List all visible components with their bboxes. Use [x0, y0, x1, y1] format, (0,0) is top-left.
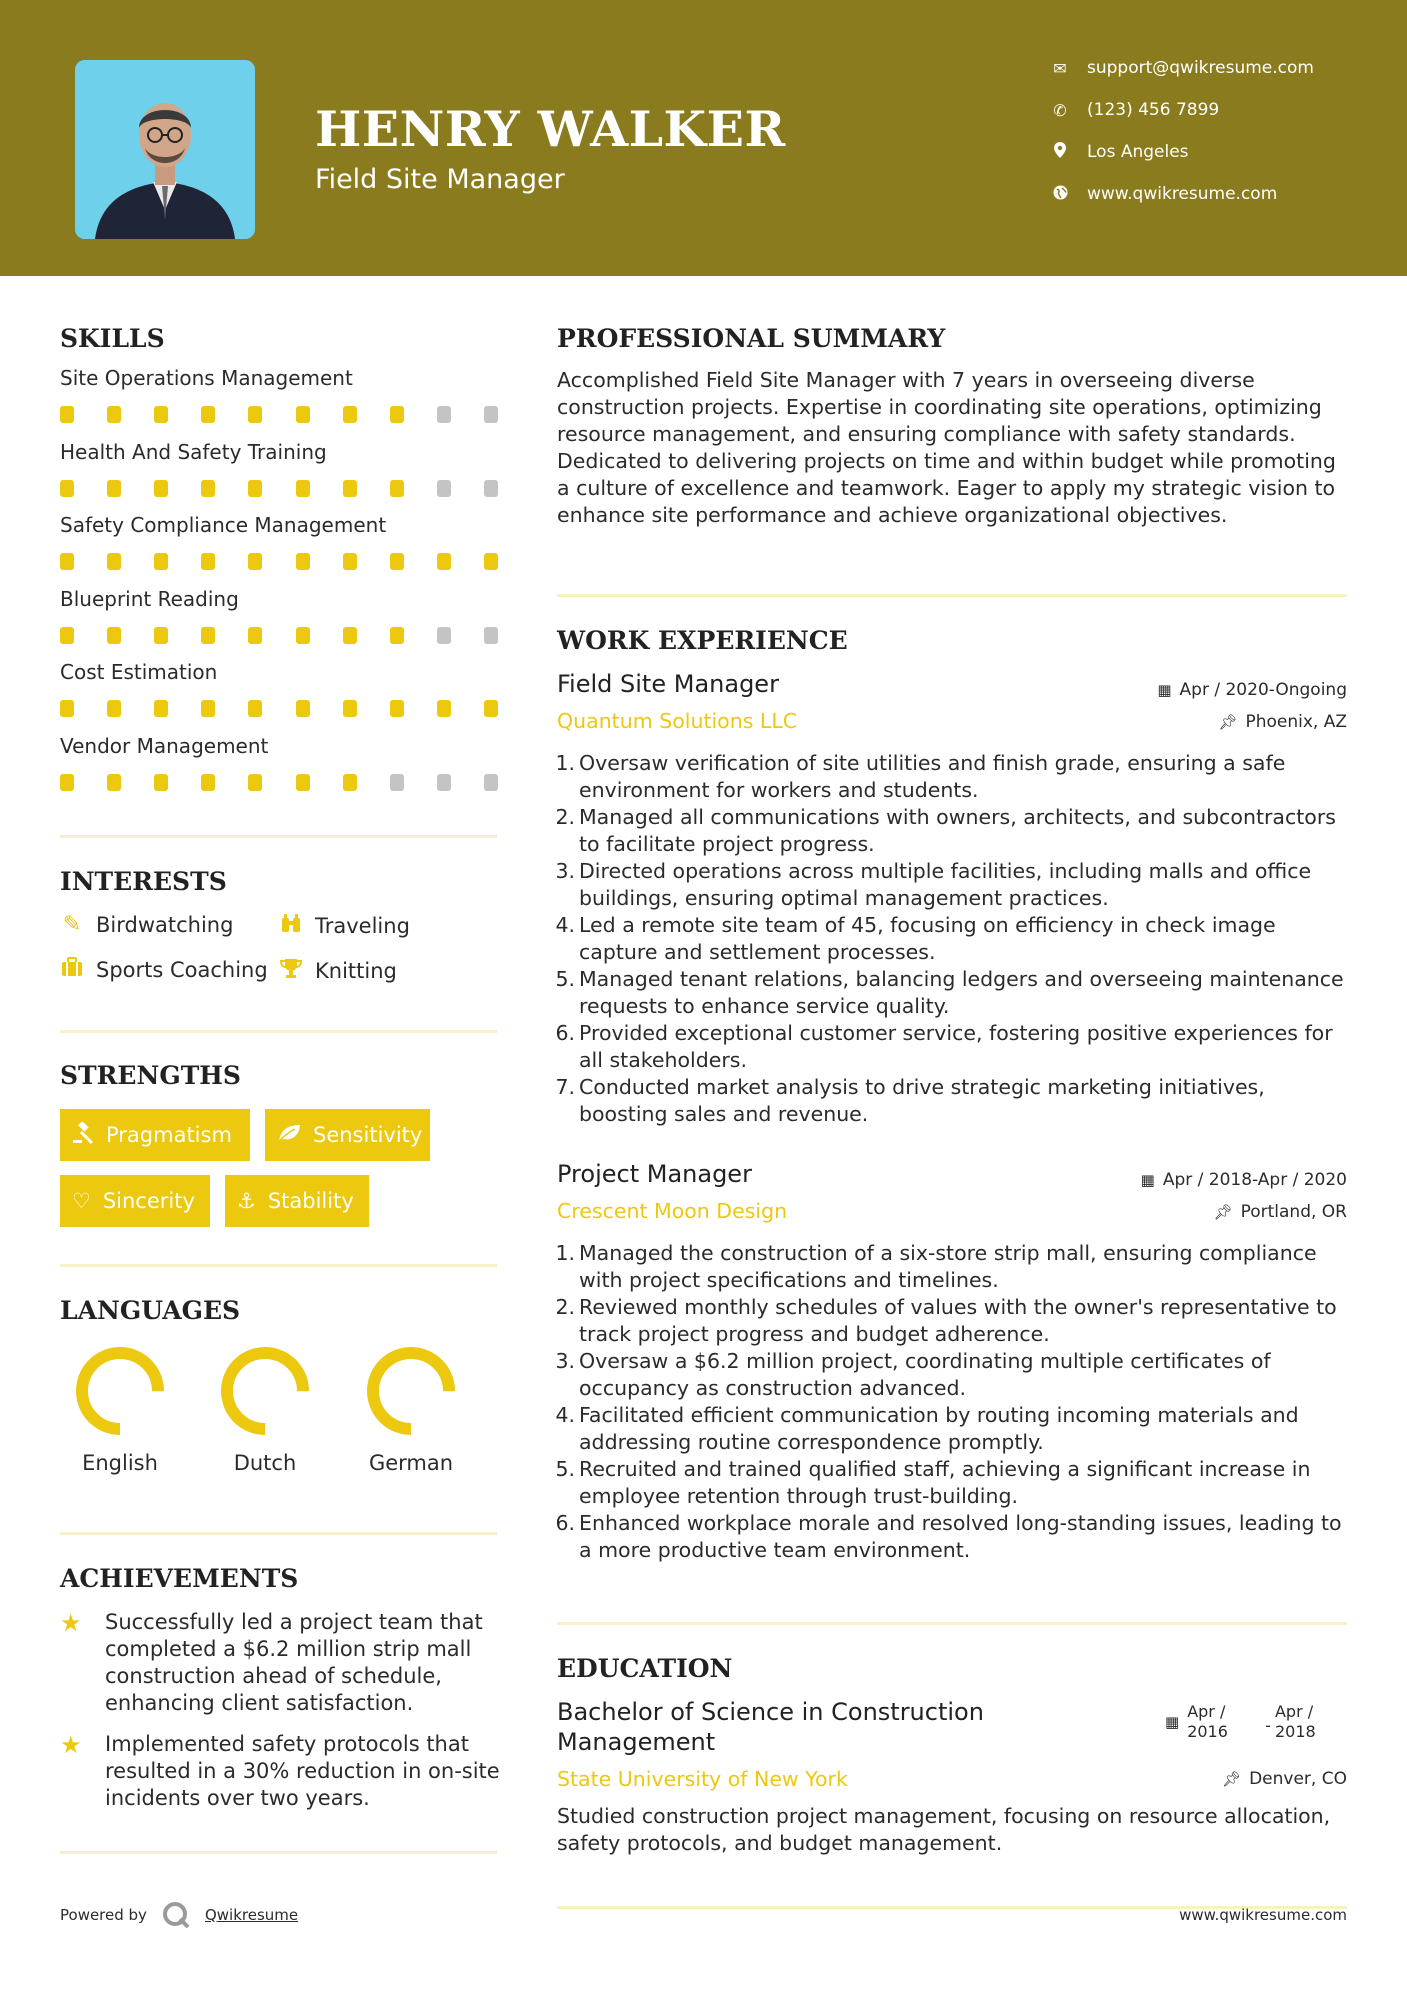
contact-phone-text: (123) 456 7899: [1087, 100, 1220, 120]
job-dates-text: Apr / 2018-Apr / 2020: [1162, 1170, 1347, 1190]
job-bullet: [551, 858, 1351, 912]
pencil-square-icon: ✎: [62, 912, 82, 937]
contact-phone[interactable]: [1050, 100, 1219, 120]
rating-dot-filled: [296, 553, 310, 570]
strength-chip: [265, 1109, 430, 1161]
job-bullet: [551, 1074, 1351, 1128]
pushpin-icon: 📌︎: [1218, 713, 1238, 731]
strength-chip: [225, 1175, 369, 1227]
interest-label: Knitting: [315, 959, 397, 983]
strength-chip: [60, 1109, 250, 1161]
leaf-icon: [277, 1123, 301, 1148]
resume-header: [0, 0, 1407, 276]
contact-location: [1050, 142, 1189, 162]
language-gauge: [365, 1345, 457, 1437]
bullet-text: Oversaw a $6.2 million project, coordinating multiple certificates of occupancy as construction advanced.: [579, 1349, 1271, 1400]
strength-label: Sensitivity: [313, 1123, 423, 1147]
anchor-icon: ⚓: [237, 1189, 256, 1213]
job-title: Project Manager: [557, 1160, 752, 1188]
job-bullet: [551, 1294, 1351, 1348]
contact-email-text: support@qwikresume.com: [1087, 58, 1314, 78]
job-dates: [1157, 680, 1347, 700]
candidate-name: HENRY WALKER: [315, 100, 786, 158]
bullet-text: Recruited and trained qualified staff, achieving a significant increase in employee retention through trust-building.: [579, 1457, 1311, 1508]
divider: [557, 1622, 1347, 1625]
rating-dot-filled: [390, 553, 404, 570]
job-bullets: [551, 750, 1351, 1128]
education-heading: EDUCATION: [557, 1654, 733, 1683]
rating-dot-filled: [60, 480, 74, 497]
bullet-text: Enhanced workplace morale and resolved long-standing issues, leading to a more productive team environment.: [579, 1511, 1342, 1562]
powered-by-label: Powered by: [60, 1906, 147, 1924]
rating-dot-filled: [107, 406, 121, 423]
rating-dot-filled: [484, 700, 498, 717]
bullet-number: 4.: [555, 913, 575, 937]
rating-dot-empty: [390, 774, 404, 791]
bullet-number: 2.: [555, 805, 575, 829]
job-title: Field Site Manager: [557, 670, 779, 698]
rating-dot-empty: [484, 774, 498, 791]
briefcase-icon: [60, 957, 84, 983]
rating-dot-empty: [437, 406, 451, 423]
divider: [60, 1851, 497, 1854]
rating-dot-filled: [201, 480, 215, 497]
job-bullet: [551, 750, 1351, 804]
divider: [60, 1030, 497, 1033]
skill-item: [60, 513, 500, 570]
summary-heading: PROFESSIONAL SUMMARY: [557, 324, 946, 353]
skill-rating: [60, 700, 498, 717]
star-icon: ★: [60, 1731, 82, 1759]
achievement-text: Successfully led a project team that completed a $6.2 million strip mall construction ahead of schedule, enhancing client satisfaction.: [105, 1610, 483, 1715]
education-location: [1222, 1769, 1347, 1789]
rating-dot-filled: [248, 553, 262, 570]
job-bullet: [551, 1020, 1351, 1074]
bullet-number: 4.: [555, 1403, 575, 1427]
bullet-number: 5.: [555, 967, 575, 991]
language-gauge: [219, 1345, 311, 1437]
strengths-heading: STRENGTHS: [60, 1061, 241, 1090]
divider: [60, 835, 497, 838]
bullet-number: 3.: [555, 859, 575, 883]
rating-dot-empty: [437, 774, 451, 791]
education-end: Apr / 2018: [1274, 1702, 1316, 1741]
skill-rating: [60, 627, 498, 644]
pushpin-icon: 📌︎: [1213, 1203, 1233, 1221]
bullet-text: Oversaw verification of site utilities and finish grade, ensuring a safe environment for workers and students.: [579, 751, 1286, 802]
rating-dot-empty: [484, 480, 498, 497]
rating-dot-filled: [248, 627, 262, 644]
strength-chip: [60, 1175, 210, 1227]
skill-rating: [60, 553, 498, 570]
bullet-text: Managed the construction of a six-store strip mall, ensuring compliance with project specifications and timelines.: [579, 1241, 1317, 1292]
bullet-text: Managed all communications with owners, architects, and subcontractors to facilitate project progress.: [579, 805, 1336, 856]
contact-website-text: www.qwikresume.com: [1087, 184, 1278, 204]
rating-dot-filled: [343, 627, 357, 644]
rating-dot-filled: [154, 627, 168, 644]
language-gauge-arc: [82, 1353, 158, 1429]
interests-heading: INTERESTS: [60, 867, 227, 896]
rating-dot-filled: [107, 700, 121, 717]
bullet-number: 6.: [555, 1021, 575, 1045]
rating-dot-empty: [437, 480, 451, 497]
qwikresume-logo-icon: [161, 1900, 191, 1930]
achievements-heading: ACHIEVEMENTS: [60, 1564, 299, 1593]
calendar-icon: ▦: [1140, 1171, 1155, 1189]
education-description: Studied construction project management, focusing on resource allocation, safety protocols, and budget management.: [557, 1804, 1331, 1855]
rating-dot-filled: [60, 553, 74, 570]
strength-label: Sincerity: [102, 1189, 195, 1213]
rating-dot-filled: [343, 406, 357, 423]
company-name: Quantum Solutions LLC: [557, 709, 798, 733]
heart-icon: ♡: [72, 1189, 91, 1213]
interest-label: Sports Coaching: [96, 958, 268, 982]
summary-text: Accomplished Field Site Manager with 7 years in overseeing diverse construction projects. Expertise in coordinating site operations, optimizing resource management, and ensuring compliance with safety standards. Dedicated to delivering projects on time and within budget while promoting a culture of excellence and teamwork. Eager to apply my strategic vision to enhance site performance and achieve organizational objectives.: [557, 368, 1336, 527]
job-location: [1214, 1202, 1347, 1222]
bullet-text: Facilitated efficient communication by routing incoming materials and addressing routine correspondence promptly.: [579, 1403, 1299, 1454]
job-dates-text: Apr / 2020-Ongoing: [1179, 680, 1347, 700]
job-bullet: [551, 1510, 1351, 1564]
job-location: [1218, 712, 1347, 732]
rating-dot-filled: [248, 406, 262, 423]
job-bullet: [551, 1456, 1351, 1510]
rating-dot-filled: [154, 406, 168, 423]
rating-dot-filled: [248, 700, 262, 717]
job-bullets: [551, 1240, 1351, 1564]
skill-rating: [60, 774, 498, 791]
rating-dot-empty: [484, 627, 498, 644]
achievement-text: Implemented safety protocols that resulted in a 30% reduction in on-site incidents over two years.: [105, 1732, 500, 1810]
rating-dot-filled: [60, 406, 74, 423]
education-start: Apr / 2016: [1187, 1702, 1228, 1741]
rating-dot-filled: [201, 774, 215, 791]
education-separator: -: [1265, 1716, 1271, 1735]
rating-dot-filled: [154, 774, 168, 791]
footer-website[interactable]: www.qwikresume.com: [1179, 1906, 1347, 1924]
divider: [557, 594, 1347, 597]
skill-rating: [60, 406, 498, 423]
rating-dot-filled: [343, 480, 357, 497]
language-gauge-arc: [227, 1353, 303, 1429]
powered-by: [60, 1900, 298, 1930]
rating-dot-filled: [107, 480, 121, 497]
contact-website[interactable]: [1050, 184, 1277, 204]
bullet-text: Reviewed monthly schedules of values with the owner's representative to track project progress and budget adherence.: [579, 1295, 1337, 1346]
divider: [60, 1532, 497, 1535]
contact-email[interactable]: [1050, 58, 1314, 78]
calendar-icon: ▦: [1165, 1713, 1180, 1731]
job-bullet: [551, 1240, 1351, 1294]
school-name: State University of New York: [557, 1767, 848, 1791]
bullet-text: Managed tenant relations, balancing ledgers and overseeing maintenance requests to enhance service quality.: [579, 967, 1344, 1018]
bullet-number: 7.: [555, 1075, 575, 1099]
divider: [60, 1264, 497, 1267]
rating-dot-filled: [296, 627, 310, 644]
rating-dot-empty: [484, 406, 498, 423]
skill-item: [60, 587, 500, 644]
skill-item: [60, 734, 500, 791]
location-pin-icon: [1050, 142, 1070, 162]
job-bullet: [551, 1402, 1351, 1456]
rating-dot-filled: [390, 700, 404, 717]
rating-dot-filled: [343, 553, 357, 570]
bullet-number: 1.: [555, 1241, 575, 1265]
skills-heading: SKILLS: [60, 324, 165, 353]
skill-rating: [60, 480, 498, 497]
rating-dot-filled: [154, 480, 168, 497]
skill-name: Safety Compliance Management: [60, 513, 387, 537]
interest-label: Birdwatching: [96, 912, 234, 937]
profile-photo: [75, 60, 255, 239]
education-location-text: Denver, CO: [1249, 1769, 1347, 1789]
trophy-icon: [279, 957, 303, 985]
binoculars-icon: [279, 912, 303, 940]
qwikresume-link[interactable]: Qwikresume: [204, 1906, 299, 1924]
calendar-icon: ▦: [1157, 681, 1172, 699]
bullet-text: Led a remote site team of 45, focusing on efficiency in check image capture and settlement processes.: [579, 913, 1276, 964]
gavel-icon: [72, 1122, 94, 1149]
bullet-text: Directed operations across multiple facilities, including malls and office buildings, ensuring optimal management practices.: [579, 859, 1312, 910]
rating-dot-filled: [248, 774, 262, 791]
job-bullet: [551, 804, 1351, 858]
job-dates: [1141, 1170, 1347, 1190]
degree-title: Bachelor of Science in Construction Management: [557, 1698, 984, 1756]
language-gauge-arc: [373, 1353, 449, 1429]
bullet-number: 6.: [555, 1511, 575, 1535]
bullet-text: Conducted market analysis to drive strategic marketing initiatives, boosting sales and revenue.: [579, 1075, 1265, 1126]
rating-dot-filled: [154, 700, 168, 717]
rating-dot-filled: [296, 480, 310, 497]
rating-dot-filled: [437, 553, 451, 570]
skill-name: Vendor Management: [60, 733, 269, 758]
strength-label: Stability: [267, 1189, 354, 1213]
interest-item: [279, 912, 410, 940]
achievement-item: [60, 1731, 505, 1812]
language-item: [210, 1345, 320, 1475]
rating-dot-filled: [390, 480, 404, 497]
skill-item: [60, 366, 500, 423]
rating-dot-filled: [107, 774, 121, 791]
skill-name: Blueprint Reading: [60, 586, 239, 611]
bullet-number: 2.: [555, 1295, 575, 1319]
skill-item: [60, 660, 500, 717]
envelope-icon: ✉: [1053, 58, 1067, 78]
strength-label: Pragmatism: [106, 1123, 232, 1147]
rating-dot-filled: [296, 700, 310, 717]
language-item: [65, 1345, 175, 1475]
rating-dot-filled: [107, 627, 121, 644]
rating-dot-filled: [60, 627, 74, 644]
language-label: Dutch: [233, 1451, 297, 1475]
job-bullet: [551, 966, 1351, 1020]
languages-heading: LANGUAGES: [60, 1296, 241, 1325]
skill-item: [60, 440, 500, 497]
rating-dot-filled: [201, 700, 215, 717]
job-location-text: Phoenix, AZ: [1245, 712, 1347, 732]
rating-dot-filled: [107, 553, 121, 570]
interest-label: Traveling: [315, 914, 410, 938]
contact-location-text: Los Angeles: [1087, 142, 1189, 162]
rating-dot-filled: [201, 553, 215, 570]
language-label: English: [82, 1451, 158, 1475]
rating-dot-filled: [296, 774, 310, 791]
star-icon: ★: [60, 1609, 82, 1637]
interest-item: [279, 957, 397, 985]
rating-dot-filled: [248, 480, 262, 497]
language-label: German: [368, 1451, 454, 1475]
rating-dot-filled: [60, 700, 74, 717]
phone-icon: ✆: [1053, 100, 1067, 120]
job-location-text: Portland, OR: [1240, 1202, 1347, 1222]
skill-name: Site Operations Management: [60, 366, 353, 390]
skill-name: Cost Estimation: [60, 660, 218, 684]
rating-dot-filled: [343, 774, 357, 791]
rating-dot-filled: [437, 700, 451, 717]
pushpin-icon: 📌︎: [1222, 1770, 1242, 1788]
rating-dot-filled: [201, 406, 215, 423]
rating-dot-filled: [296, 406, 310, 423]
rating-dot-empty: [437, 627, 451, 644]
bullet-text: Provided exceptional customer service, fostering positive experiences for all stakeholders.: [579, 1021, 1333, 1072]
experience-heading: WORK EXPERIENCE: [557, 626, 848, 655]
skill-name: Health And Safety Training: [60, 439, 327, 464]
bullet-number: 3.: [555, 1349, 575, 1373]
job-bullet: [551, 1348, 1351, 1402]
rating-dot-filled: [343, 700, 357, 717]
education-dates: [1165, 1702, 1325, 1742]
language-item: [356, 1345, 466, 1475]
bullet-number: 1.: [555, 751, 575, 775]
language-gauge: [74, 1345, 166, 1437]
bullet-number: 5.: [555, 1457, 575, 1481]
rating-dot-filled: [484, 553, 498, 570]
person-portrait-icon: [75, 60, 255, 239]
rating-dot-filled: [390, 406, 404, 423]
job-bullet: [551, 912, 1351, 966]
interest-item: [60, 912, 233, 937]
interest-item: [60, 957, 268, 983]
rating-dot-filled: [390, 627, 404, 644]
rating-dot-filled: [154, 553, 168, 570]
candidate-title: Field Site Manager: [315, 164, 565, 195]
globe-icon: [1050, 185, 1070, 204]
achievement-item: [60, 1609, 505, 1717]
rating-dot-filled: [60, 774, 74, 791]
rating-dot-filled: [201, 627, 215, 644]
company-name: Crescent Moon Design: [557, 1199, 788, 1223]
